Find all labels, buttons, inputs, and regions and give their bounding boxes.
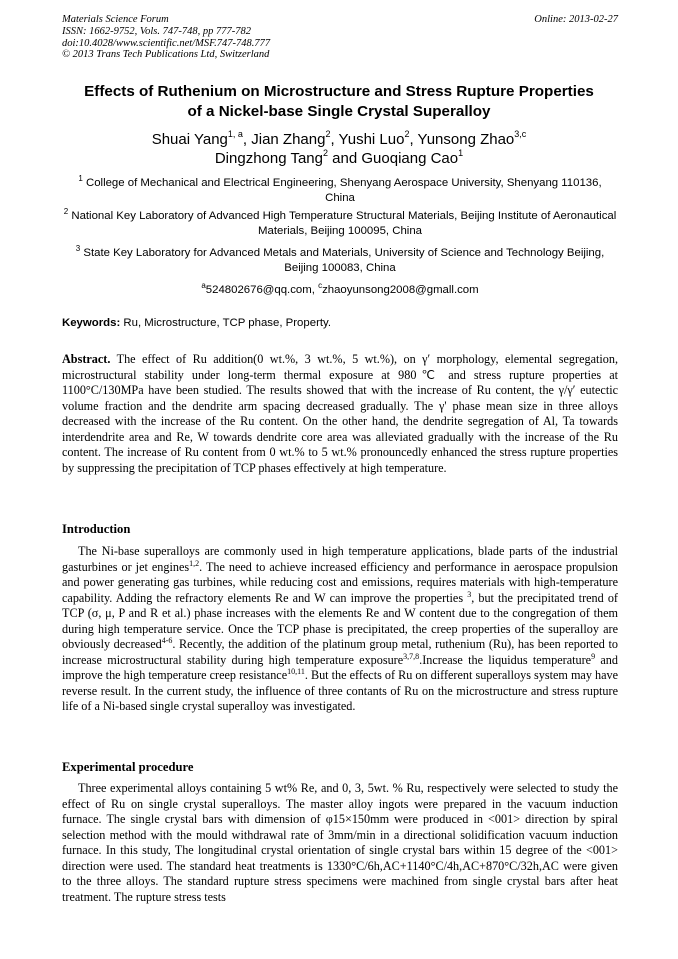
author-name: , Yunsong Zhao (409, 131, 515, 148)
text-run: . The need to achieve increased efficiency and performance in aerospace propulsion and power generating gas turbines, while reducing cost and emissions, requires materials with high-temperature capability. Adding the refractory elements Re and W can improve the properties (62, 559, 618, 605)
journal-header (62, 14, 618, 61)
affiliation-number: 3 (75, 244, 81, 254)
copyright-line: © 2013 Trans Tech Publications Ltd, Switzerland (62, 49, 270, 61)
doi-line: doi:10.4028/www.scientific.net/MSF.747-748.777 (62, 37, 271, 49)
text-run: The Ni-base superalloys are commonly used in high temperature applications, blade parts of the industrial gasturbines or jet engines (62, 544, 618, 574)
paper-title (40, 82, 638, 121)
text-run: .Increase the liquidus temperature (419, 652, 592, 667)
title-line-2: of a Nickel-base Single Crystal Superalloy (187, 102, 491, 120)
issn-line: ISSN: 1662-9752, Vols. 747-748, pp 777-782 (62, 25, 251, 37)
abstract-label: Abstract. (62, 352, 111, 366)
experimental-paragraph: Three experimental alloys containing 5 wt% Re, and 0, 3, 5wt. % Ru, respectively were selected to study the effect of Ru on single crystal superalloys. The master alloy ingots were prepared in the vacuum induction furnace. The single crystal bars with dimension of φ15×150mm were produced in <001> direction by spiral selection method with the mould withdrawal rate of 3mm/min in a directional solidification vacuum induction furnace. In this study, The longitudinal crystal orientation of single crystal bars within 15 degree of the <001> direction were used. The standard heat treatments is 1330°C/6h,AC+1140°C/4h,AC+870°C/32h,AC were given to the three alloys. The standard rupture stress specimens were machined from single crystal bars after heat treatment. The rupture stress tests (62, 781, 618, 904)
email-a: 524802676@qq.com, (205, 284, 319, 296)
email-c: zhaoyunsong2008@gmall.com (322, 284, 479, 296)
author-list (40, 130, 638, 168)
title-line-1: Effects of Ruthenium on Microstructure and Stress Rupture Properties (84, 83, 594, 100)
journal-name: Materials Science Forum (62, 14, 169, 25)
author-name: and Guoqiang Cao (328, 150, 459, 167)
email-line (62, 283, 618, 298)
author-affiliation-mark: 2 (404, 129, 410, 139)
affiliation-3 (62, 246, 618, 276)
experimental-heading: Experimental procedure (62, 760, 194, 774)
author-affiliation-mark: 2 (323, 148, 329, 158)
keywords-text: Ru, Microstructure, TCP phase, Property. (120, 317, 332, 329)
author-affiliation-mark: 1, a (227, 129, 243, 139)
author-name: Shuai Yang (151, 131, 228, 148)
affiliation-text: College of Mechanical and Electrical Engineering, Shenyang Aerospace University, Shenyang 110136, China (82, 177, 602, 204)
introduction-paragraph (62, 544, 618, 715)
text-run: , but the precipitated trend of TCP (σ, μ, P and R et al.) phase increases with the elements Re and W content due to the congregation of them during high temperature service. Once the TCP phase is precipitated, the creep properties of the superalloy are obviously decreased (62, 590, 618, 651)
abstract (62, 352, 618, 476)
affiliation-2 (62, 209, 618, 239)
citation: 9 (591, 651, 596, 661)
citation: 4-6 (161, 635, 173, 645)
author-name: , Jian Zhang (242, 131, 326, 148)
keywords-label: Keywords: (62, 317, 121, 329)
affiliation-text: State Key Laboratory for Advanced Metals and Materials, University of Science and Technology Beijing, Beijing 100083, China (80, 247, 605, 274)
affiliation-text: National Key Laboratory of Advanced High Temperature Structural Materials, Beijing Institute of Aeronautical Materials, Beijing 100095, China (68, 210, 617, 237)
author-affiliation-mark: 2 (325, 129, 331, 139)
affiliation-number: 1 (78, 174, 83, 184)
author-affiliation-mark: 1 (458, 148, 464, 158)
affiliation-1 (62, 176, 618, 206)
citation: 3,7,8 (403, 651, 420, 661)
email-mark: c (318, 281, 323, 291)
affiliation-number: 2 (63, 207, 69, 217)
citation: 1,2 (189, 558, 200, 568)
text-run: . But the effects of Ru on different superalloys system may have reverse result. In the current study, the influence of three contants of Ru on the microstructure and stress rupture life of a Ni-based single crystal superalloy was investigated. (62, 668, 618, 713)
text-run: and improve the high temperature creep resistance (62, 652, 618, 682)
author-line-1 (40, 130, 638, 149)
citation: 3 (467, 589, 472, 599)
author-line-2 (40, 149, 638, 168)
citation: 10,11 (287, 666, 305, 676)
keywords (62, 317, 331, 329)
author-affiliation-mark: 3,c (514, 129, 527, 139)
text-run: . Recently, the addition of the platinum group metal, ruthenium (Ru), has been reported to increase microstructural stability during high temperature exposure (62, 637, 618, 667)
abstract-text: The effect of Ru addition(0 wt.%, 3 wt.%, 5 wt.%), on γ′ morphology, elemental segregation, microstructural stability under long-term thermal exposure at 980℃ and stress rupture properties at 1100°C/130MPa have been studied. The results showed that with the increase of Ru content, the γ/γ′ eutectic volume fraction and the dendrite arm spacing decreased gradually. The γ' phase mean size in three alloys decreased with the increase of the Ru content. On the other hand, the dendrite segregation of Al, Ta towards interdendrite area and Re, W towards dendrite core area was alleviated gradually with the increase of the Ru content. The increase of Ru content from 0 wt.% to 5 wt.% pronouncedly enhanced the stress rupture properties by suppressing the precipitation of TCP phases effectively at high temperature. (62, 352, 618, 475)
email-mark: a (201, 281, 206, 291)
introduction-heading: Introduction (62, 522, 131, 536)
online-date: Online: 2013-02-27 (534, 14, 618, 25)
author-name: Dingzhong Tang (214, 150, 323, 167)
author-name: , Yushi Luo (330, 131, 405, 148)
